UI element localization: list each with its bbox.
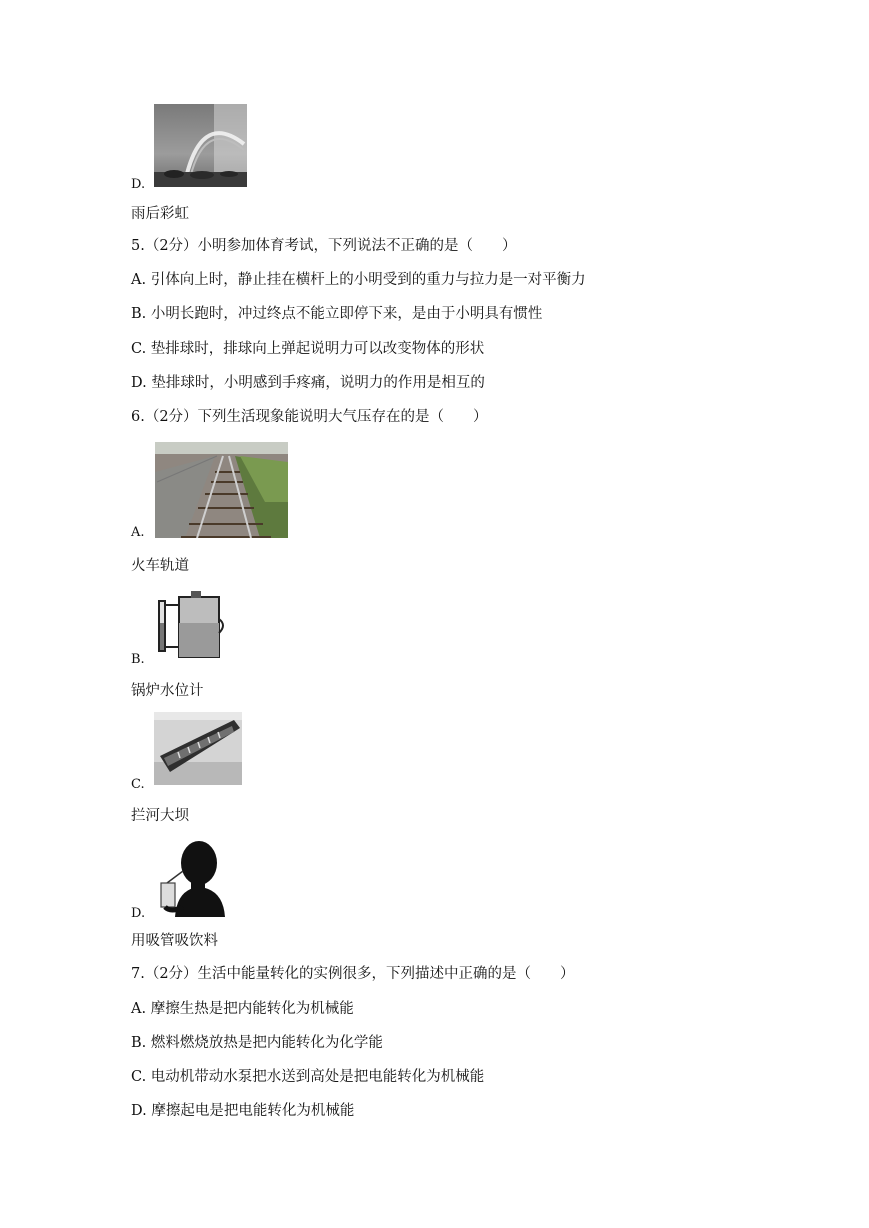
q6-option-d-caption: 用吸管吸饮料: [131, 933, 218, 949]
q6-option-b-caption: 锅炉水位计: [131, 683, 204, 699]
q6-option-c-caption: 拦河大坝: [131, 808, 189, 824]
q7-option-c: C. 电动机带动水泵把水送到高处是把电能转化为机械能: [131, 1069, 485, 1085]
railway-track-photo: [155, 442, 288, 538]
rainbow-photo: [154, 104, 247, 187]
q7-option-a: A. 摩擦生热是把内能转化为机械能: [131, 1001, 354, 1017]
straw-drinking-photo: [155, 837, 227, 917]
q7-option-b: B. 燃料燃烧放热是把内能转化为化学能: [131, 1035, 383, 1051]
q7-option-d: D. 摩擦起电是把电能转化为机械能: [131, 1103, 355, 1119]
option-d-letter: D.: [131, 177, 146, 192]
q6-option-a-caption: 火车轨道: [131, 558, 189, 574]
question-6-stem: 6.（2分）下列生活现象能说明大气压存在的是（ ）: [131, 409, 488, 425]
question-7-stem: 7.（2分）生活中能量转化的实例很多，下列描述中正确的是（ ）: [131, 966, 575, 982]
boiler-water-gauge-photo: [155, 589, 230, 661]
river-dam-photo: [154, 712, 242, 785]
q5-option-c: C. 垫排球时，排球向上弹起说明力可以改变物体的形状: [131, 341, 485, 357]
q6-option-b-letter: B.: [131, 652, 145, 667]
q6-option-c-letter: C.: [131, 777, 145, 792]
q5-option-b: B. 小明长跑时，冲过终点不能立即停下来，是由于小明具有惯性: [131, 306, 543, 322]
q5-option-a: A. 引体向上时，静止挂在横杆上的小明受到的重力与拉力是一对平衡力: [131, 272, 586, 288]
q6-option-d-letter: D.: [131, 906, 146, 921]
q6-option-a-letter: A.: [131, 525, 145, 540]
question-5-stem: 5.（2分）小明参加体育考试，下列说法不正确的是（ ）: [131, 238, 517, 254]
q5-option-d: D. 垫排球时，小明感到手疼痛，说明力的作用是相互的: [131, 375, 485, 391]
option-d-caption: 雨后彩虹: [131, 206, 189, 222]
